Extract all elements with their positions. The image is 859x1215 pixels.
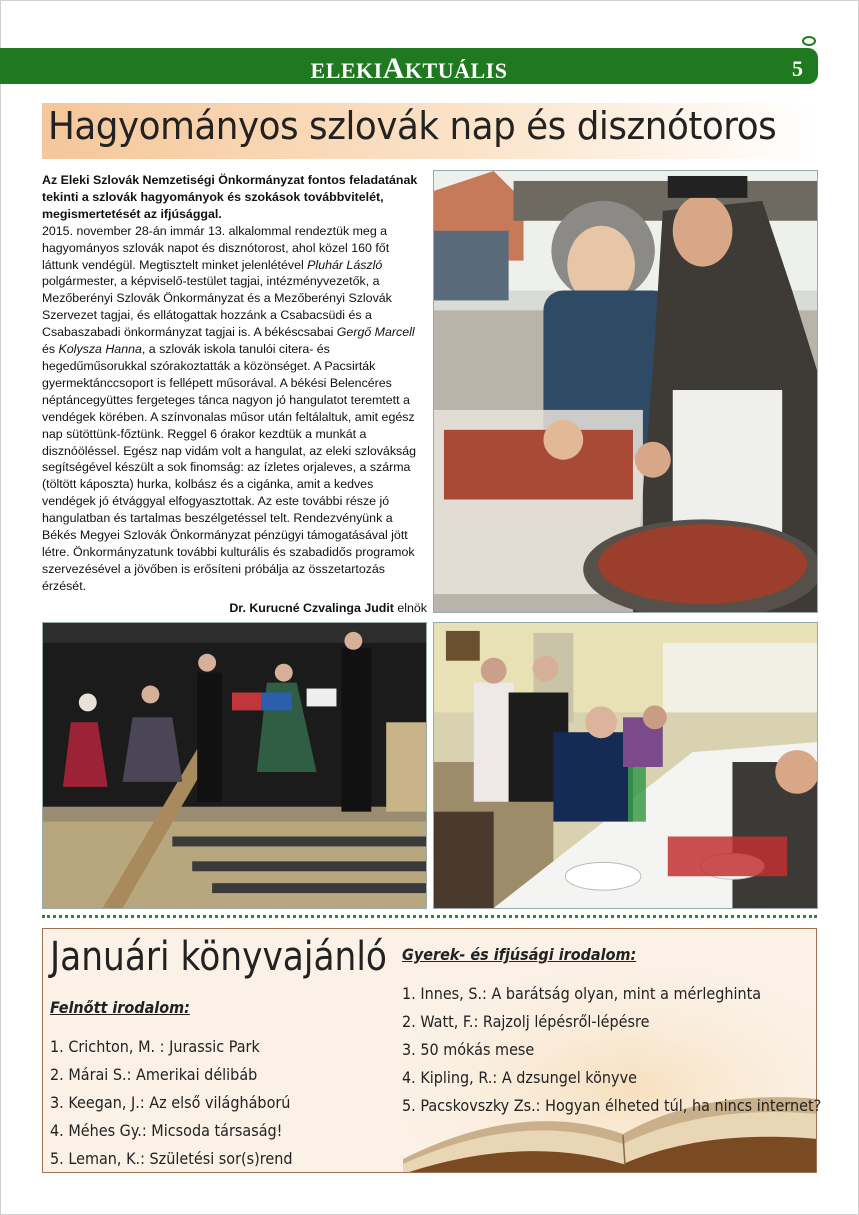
article-italic-name-1: Pluhár László xyxy=(307,257,383,272)
section-separator xyxy=(42,915,817,918)
article-italic-name-2: Gergő Marcell xyxy=(336,325,415,340)
article-body xyxy=(42,172,427,595)
list-item: 4. Méhes Gy.: Micsoda társaság! xyxy=(50,1121,283,1140)
list-item: 3. Keegan, J.: Az első világháború xyxy=(50,1093,291,1112)
brand-initial: A xyxy=(382,52,405,85)
article-text-4: , a szlovák iskola tanulói citera- és hegedűműsorukkal szórakoztatták a közönséget. A Pacsirták gyermektánccsoport is fellépett műsorával. A békési Belencéres néptáncegyüttes fergeteges tánca nagyon jó hangulatot teremtett a vendégek körében. A színvonalas műsor után feltálaltuk, amit egész nap sütöttünk-főztünk. Reggel 6 órakor kezdtük a munkát a disznóöléssel. Egész nap vidám volt a hangulat, az eleki szlovákság segítségével készült a sok finomság: az ízletes orjaleves, a szárma (töltött káposzta) hurka, kolbász és a cigánka, amit a kedves vendégek jó étvággyal elfogyasztottak. Az este további része jó hangulatban és tartalmas beszélgetéssel telt. Rendezvényünk a Békés Megyei Szlovák Önkormányzat pénzügyi támogatásával jött létre. Önkormányzatunk további kulturális és szabadidős programok szervezésével a jövőben is erősíteni próbálja az összetartozás érzését. xyxy=(42,342,416,593)
youth-book-list xyxy=(402,984,859,1124)
photo-sausage-making xyxy=(433,170,818,613)
adult-book-list xyxy=(50,1037,319,1177)
article-italic-name-3: Kolysza Hanna xyxy=(58,342,142,357)
article-lead: Az Eleki Szlovák Nemzetiségi Önkormányzat fontos feladatának tekinti a szlovák hagyományok és szokások továbbvitelét, megismertetését az ifjúsággal. xyxy=(42,173,418,221)
list-item: 4. Kipling, R.: A dzsungel könyve xyxy=(402,1068,637,1087)
signature-role: elnök xyxy=(393,601,427,615)
list-item: 3. 50 mókás mese xyxy=(402,1040,535,1059)
article-title: Hagyományos szlovák nap és disznótoros xyxy=(48,104,777,148)
article-signature xyxy=(42,601,427,615)
article-text-3: és xyxy=(42,342,59,357)
list-item: 2. Márai S.: Amerikai délibáb xyxy=(50,1065,258,1084)
article-text-1: 2015. november 28-án immár 13. alkalommal rendeztük meg a hagyományos szlovák napot és disznótorost, ahol közel 160 főt láttunk vendégül. Megtisztelt minket jelenlétével xyxy=(42,223,390,272)
book-section-title: Januári könyvajánló xyxy=(50,934,387,980)
list-item: 1. Innes, S.: A barátság olyan, mint a mérleghinta xyxy=(402,984,762,1003)
adult-literature-heading: Felnőtt irodalom: xyxy=(50,998,190,1017)
photo-dinner-guests xyxy=(433,622,818,909)
magazine-title xyxy=(0,52,818,86)
list-item: 5. Pacskovszky Zs.: Hogyan élheted túl, ha nincs internet? xyxy=(402,1096,822,1115)
list-item: 5. Leman, K.: Születési sor(s)rend xyxy=(50,1149,293,1168)
corner-swirl-ornament xyxy=(802,36,816,46)
list-item: 1. Crichton, M. : Jurassic Park xyxy=(50,1037,260,1056)
youth-literature-heading: Gyerek- és ifjúsági irodalom: xyxy=(402,945,637,964)
brand-suffix: KTUÁLIS xyxy=(404,58,508,83)
page-number: 5 xyxy=(792,56,803,81)
brand-prefix: ELEKI xyxy=(310,58,383,83)
article-text-2: polgármester, a képviselő-testület tagjai, intézményvezetők, a Mezőberényi Szlovák Önkormányzat és a Mezőberényi Szlovák Szervezet tagjai, és ellátogattak hozzánk a Csabacsüdi és a Csabaszabadi önkormányzat tagjai is. A békéscsabai xyxy=(42,274,392,340)
list-item: 2. Watt, F.: Rajzolj lépésről-lépésre xyxy=(402,1012,650,1031)
photo-folk-dance xyxy=(42,622,427,909)
signature-name: Dr. Kurucné Czvalinga Judit xyxy=(229,601,394,615)
